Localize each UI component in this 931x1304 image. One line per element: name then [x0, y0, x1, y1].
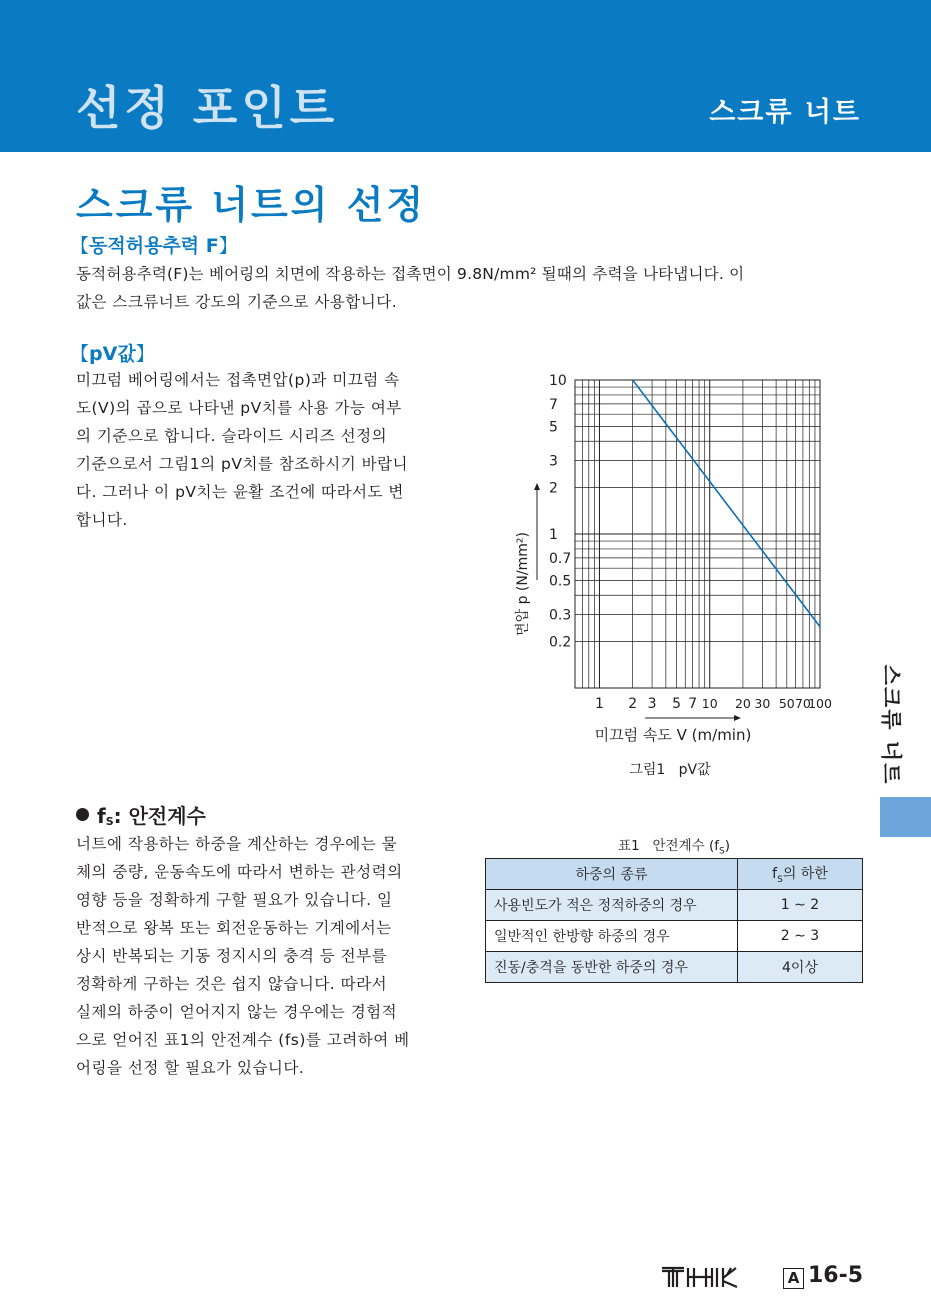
header-subtitle: 스크류 너트	[709, 97, 861, 128]
section-title-dynamic-thrust	[70, 231, 238, 258]
paragraph-line: 으로 얻어진 표1의 안전계수 (fs)를 고려하여 베	[76, 1031, 410, 1049]
table-row	[486, 921, 863, 952]
page-title: 스크류 너트의 선정	[76, 183, 427, 227]
y-tick-label: 2	[549, 480, 558, 497]
chart-x-tick-labels	[595, 696, 832, 712]
table-cell-value: 2 ∼ 3	[738, 921, 863, 952]
table-header-limit	[738, 859, 863, 890]
y-axis-arrow-icon	[534, 483, 540, 490]
y-tick-label: 5	[549, 419, 558, 436]
bracket-open: 【	[70, 235, 90, 257]
table-cell-kind: 일반적인 한방향 하중의 경우	[486, 921, 738, 952]
section-title-text: pV값	[89, 343, 136, 365]
fs-symbol-subscript: S	[105, 815, 114, 828]
bullet-icon	[76, 808, 89, 821]
table-cell-kind: 진동/충격을 동반한 하중의 경우	[486, 952, 738, 983]
table-caption-suffix: )	[724, 838, 730, 854]
paragraph-line: 반적으로 왕복 또는 회전운동하는 기계에서는	[76, 919, 392, 937]
table-caption-subscript: S	[718, 846, 725, 857]
side-tab-label: 스크류 너트	[879, 664, 903, 786]
paragraph-line: 미끄럼 베어링에서는 접촉면압(p)과 미끄럼 속	[76, 371, 400, 389]
x-tick-label: 70	[794, 696, 811, 711]
y-tick-label: 0.3	[549, 607, 572, 624]
safety-factor-paragraph	[76, 830, 456, 1082]
page-number: 16-5	[808, 1263, 864, 1288]
y-tick-label: 1	[549, 527, 558, 543]
section-title-text: 동적허용추력 F	[89, 235, 219, 257]
table-cell-value: 4이상	[738, 952, 863, 983]
header-title: 선정 포인트	[76, 81, 339, 135]
y-tick-label: 0.2	[549, 634, 572, 651]
bracket-close: 】	[135, 343, 155, 365]
paragraph-line: 어링을 선정 할 필요가 있습니다.	[76, 1059, 305, 1077]
paragraph-line: 영향 등을 정확하게 구할 필요가 있습니다. 일	[76, 891, 393, 909]
header-f-subscript: S	[777, 874, 783, 885]
paragraph-line: 의 기준으로 합니다. 슬라이드 시리즈 선정의	[76, 427, 388, 445]
x-tick-label: 20	[734, 696, 751, 711]
safety-factor-table	[485, 858, 863, 983]
table-caption	[485, 834, 863, 857]
y-tick-label: 7	[549, 396, 558, 413]
dynamic-thrust-paragraph	[76, 260, 866, 316]
table-row	[486, 952, 863, 983]
chart-series	[633, 380, 820, 627]
paragraph-line: 값은 스크류너트 강도의 기준으로 사용합니다.	[76, 293, 398, 311]
x-tick-label: 7	[688, 696, 698, 712]
page-letter-badge: A	[783, 1268, 804, 1289]
x-tick-label: 5	[672, 696, 681, 712]
x-axis-arrow-icon	[734, 715, 741, 721]
pv-chart-svg	[505, 365, 855, 795]
side-tab-marker	[880, 797, 931, 837]
table-header-row	[486, 859, 863, 890]
chart-y-tick-labels	[549, 373, 571, 651]
bracket-close: 】	[218, 235, 238, 257]
x-tick-label: 50	[778, 696, 795, 711]
y-tick-label: 0.5	[549, 573, 572, 590]
table-row	[486, 890, 863, 921]
section-title-text: : 안전계수	[113, 804, 206, 828]
side-tab	[872, 660, 912, 790]
y-tick-label: 10	[549, 373, 567, 389]
pv-chart	[505, 365, 855, 795]
chart-y-axis-label: 면압 p (N/mm²)	[515, 532, 531, 636]
paragraph-line: 상시 반복되는 기동 정지시의 충격 등 전부를	[76, 947, 388, 965]
header-limit-text: 의 하한	[782, 866, 828, 883]
table-header-kind: 하중의 종류	[486, 859, 738, 890]
pv-limit-line	[633, 380, 820, 627]
x-tick-label: 1	[595, 696, 604, 712]
figure-caption: 그림1 pV값	[629, 762, 711, 778]
x-tick-label: 2	[628, 696, 638, 712]
paragraph-line: 너트에 작용하는 하중을 계산하는 경우에는 물	[76, 835, 398, 853]
paragraph-line: 실제의 하중이 얻어지지 않는 경우에는 경험적	[76, 1003, 398, 1021]
x-tick-label: 3	[647, 696, 657, 712]
x-tick-label: 10	[701, 696, 718, 711]
paragraph-line: 정확하게 구하는 것은 쉽지 않습니다. 따라서	[76, 975, 388, 993]
section-title-pv	[70, 339, 155, 366]
fs-symbol: f	[97, 804, 106, 828]
chart-x-axis-label: 미끄럼 속도 V (m/min)	[594, 726, 752, 744]
paragraph-line: 기준으로서 그림1의 pV치를 참조하시기 바랍니	[76, 455, 409, 473]
table-caption-text: 표1 안전계수 (f	[618, 838, 719, 854]
paragraph-line: 도(V)의 곱으로 나타낸 pV치를 사용 가능 여부	[76, 399, 402, 417]
paragraph-line: 다. 그러나 이 pV치는 윤활 조건에 따라서도 변	[76, 483, 404, 501]
x-tick-label: 30	[754, 696, 771, 711]
table-cell-value: 1 ∼ 2	[738, 890, 863, 921]
chart-grid-horizontal	[575, 380, 820, 688]
section-title-safety-factor	[76, 800, 206, 829]
bracket-open: 【	[70, 343, 90, 365]
pv-paragraph	[76, 366, 456, 534]
table-cell-kind: 사용빈도가 적은 정적하중의 경우	[486, 890, 738, 921]
x-tick-label: 100	[808, 696, 832, 711]
y-tick-label: 0.7	[549, 550, 572, 567]
paragraph-line: 체의 중량, 운동속도에 따라서 변하는 관성력의	[76, 863, 403, 881]
header-f: f	[772, 866, 778, 883]
thk-logo	[660, 1263, 740, 1291]
paragraph-line: 동적허용추력(F)는 베어링의 치면에 작용하는 접촉면이 9.8N/mm² 될때의 추력을 나타냅니다. 이	[76, 265, 745, 283]
paragraph-line: 합니다.	[76, 511, 128, 529]
y-tick-label: 3	[549, 453, 558, 470]
